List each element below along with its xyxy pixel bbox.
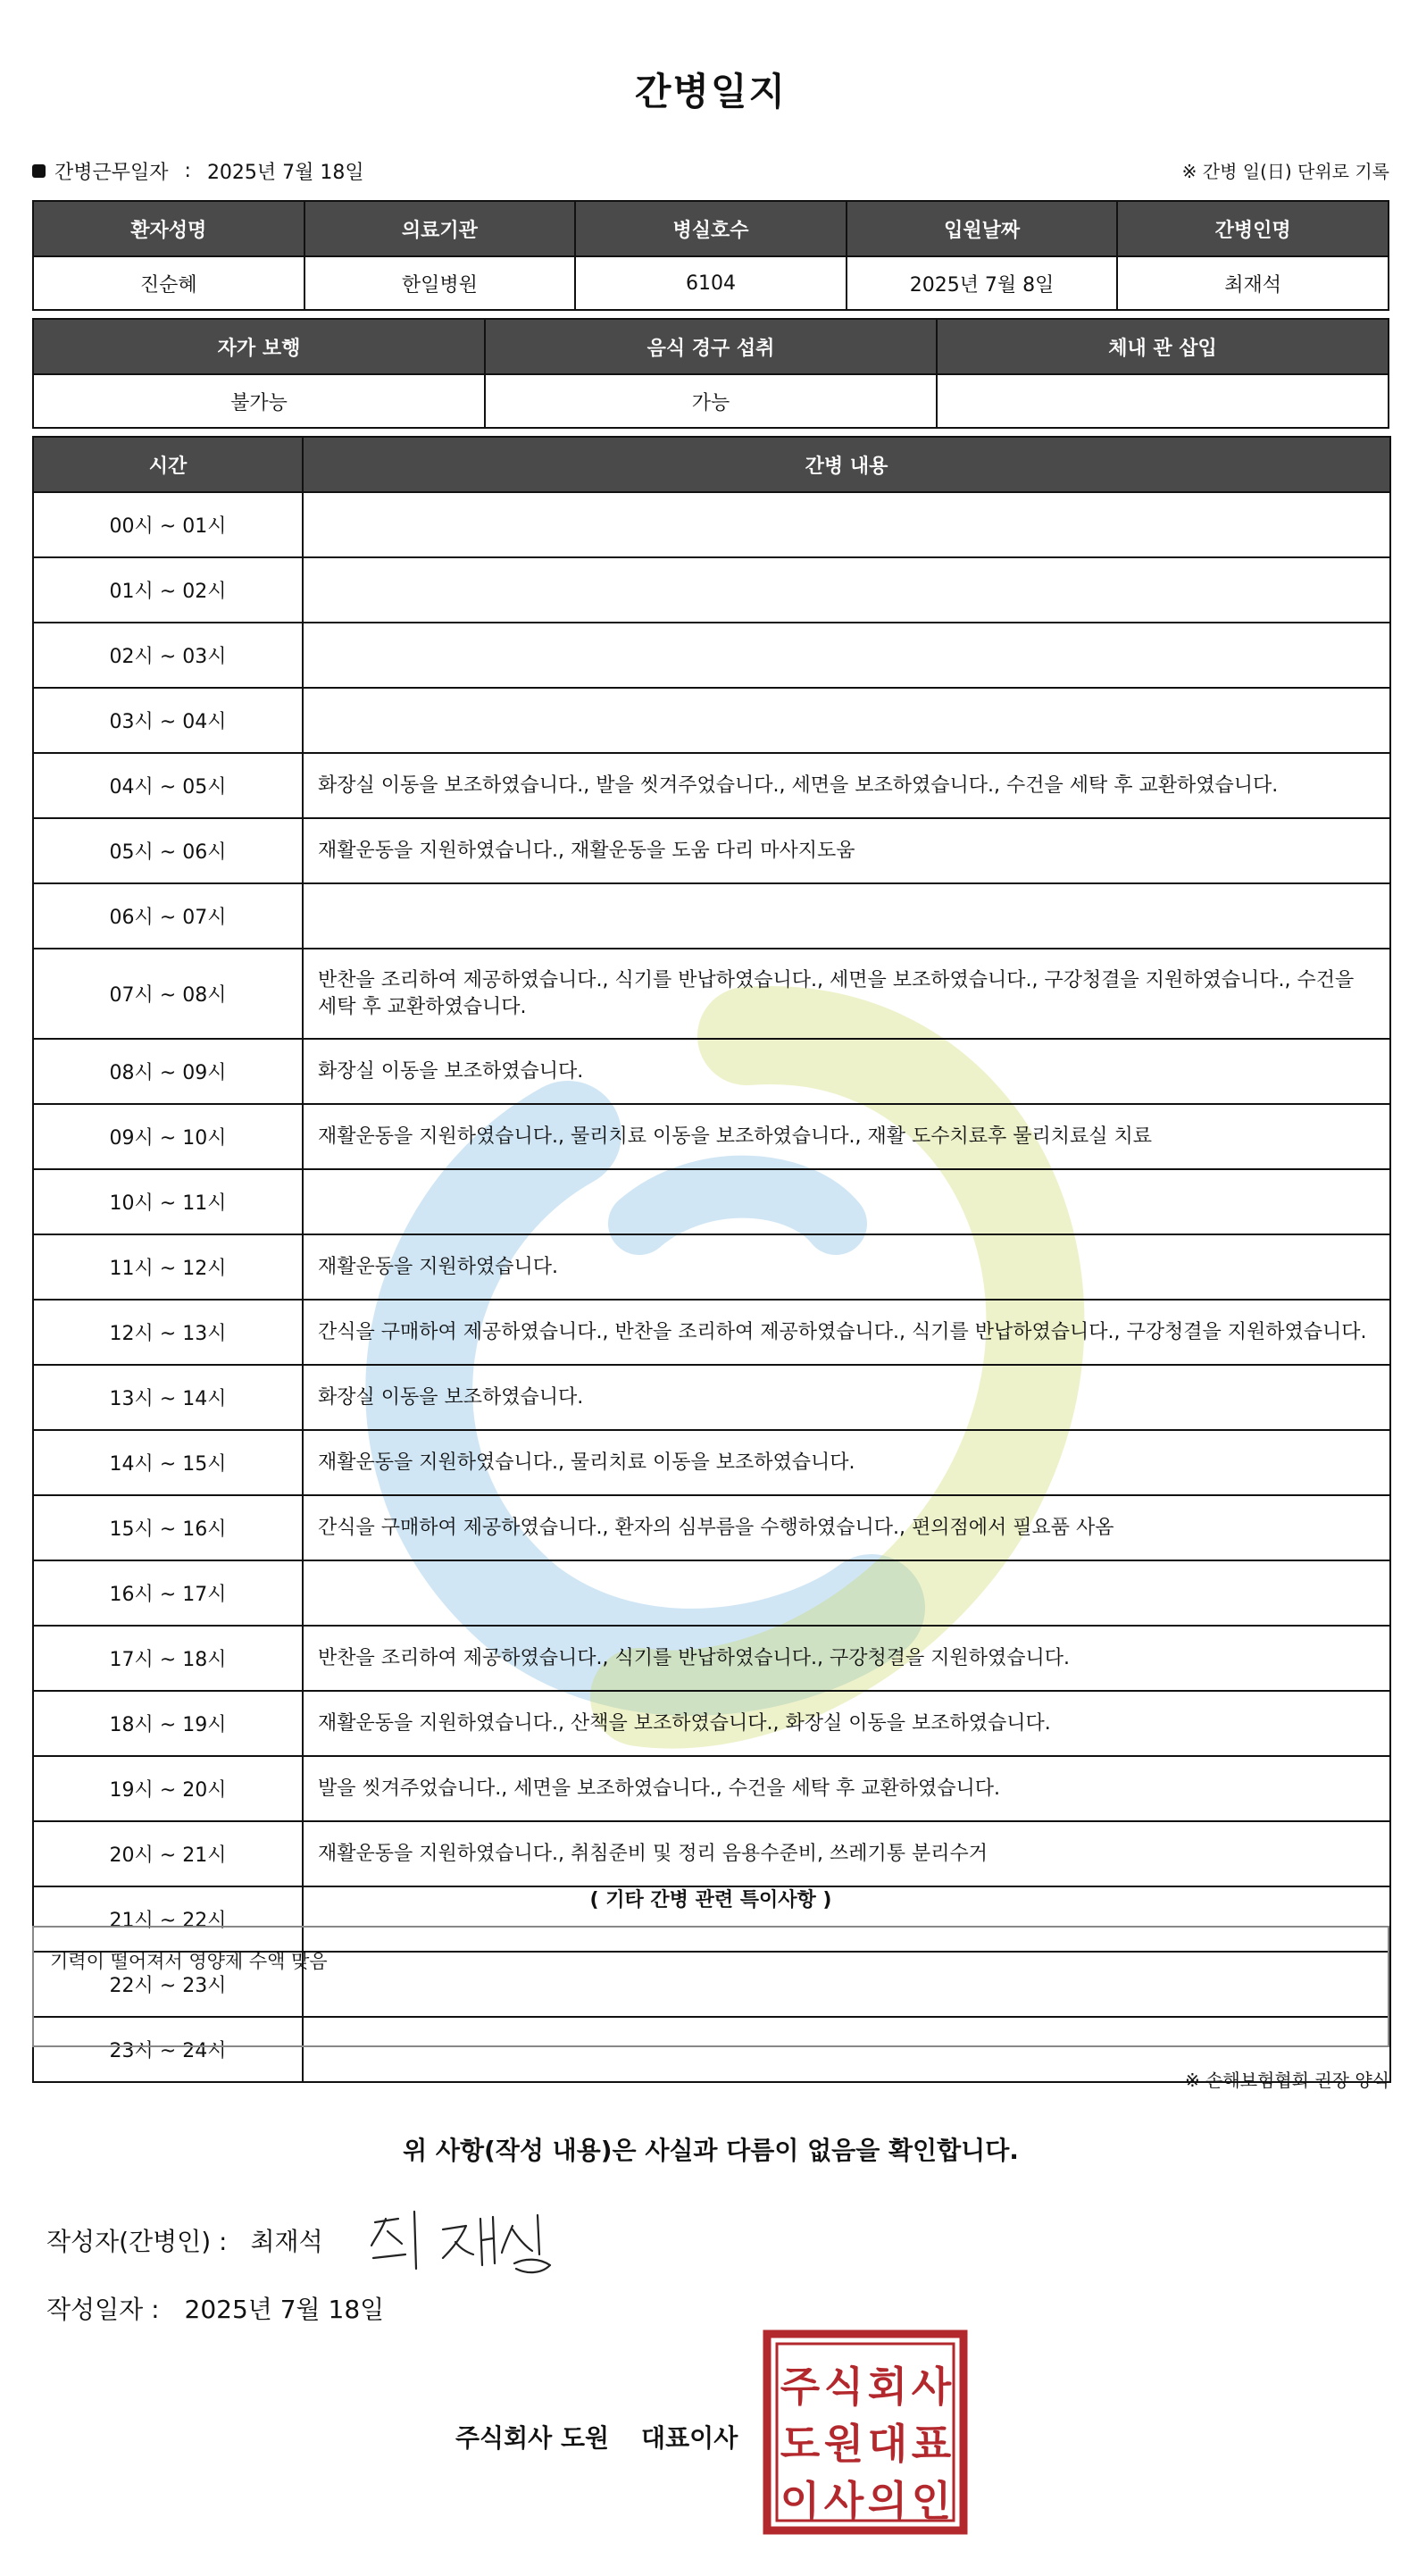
time-slot: 13시 ~ 14시: [33, 1365, 303, 1430]
header-time: 시간: [33, 437, 303, 492]
writer-name: 최재석: [250, 2227, 323, 2256]
time-slot: 08시 ~ 09시: [33, 1039, 303, 1104]
time-slot: 01시 ~ 02시: [33, 557, 303, 623]
header-hospital: 의료기관: [304, 201, 576, 256]
header-room: 병실호수: [575, 201, 847, 256]
care-log-row: [33, 949, 1390, 1039]
work-date: [32, 157, 364, 185]
care-log-row: [33, 1104, 1390, 1169]
patient-name: 진순혜: [33, 256, 304, 310]
time-slot: 22시 ~ 23시: [33, 1952, 303, 2017]
time-slot: 02시 ~ 03시: [33, 623, 303, 688]
admission-date: 2025년 7월 8일: [847, 256, 1118, 310]
care-log-row: [33, 688, 1390, 753]
handwritten-signature: [363, 2199, 577, 2279]
time-slot: 09시 ~ 10시: [33, 1104, 303, 1169]
care-content: 간식을 구매하여 제공하였습니다., 반찬을 조리하여 제공하였습니다., 식기를 반납하였습니다., 구강청결을 지원하였습니다.: [303, 1300, 1390, 1365]
care-log-row: [33, 1234, 1390, 1300]
care-log-row: [33, 1821, 1390, 1886]
time-slot: 19시 ~ 20시: [33, 1756, 303, 1821]
time-slot: 18시 ~ 19시: [33, 1691, 303, 1756]
writer-label: 작성자(간병인) :: [46, 2227, 228, 2256]
care-log-row: [33, 1756, 1390, 1821]
care-content: 반찬을 조리하여 제공하였습니다., 식기를 반납하였습니다., 구강청결을 지원하였습니다.: [303, 1626, 1390, 1691]
care-content: 재활운동을 지원하였습니다., 재활운동을 도움 다리 마사지도움: [303, 818, 1390, 883]
header-tube-insertion: 체내 관 삽입: [937, 319, 1389, 374]
self-walking-value: 불가능: [33, 374, 485, 428]
association-note: ※ 손해보험협회 권장 양식: [1184, 2070, 1389, 2091]
care-content: 재활운동을 지원하였습니다., 물리치료 이동을 보조하였습니다.: [303, 1430, 1390, 1495]
patient-info-table: [32, 200, 1389, 311]
care-log-row: [33, 1626, 1390, 1691]
care-content: [303, 492, 1390, 557]
time-slot: 20시 ~ 21시: [33, 1821, 303, 1886]
header-care-content: 간병 내용: [303, 437, 1390, 492]
care-log-table: [32, 436, 1391, 2083]
time-slot: 16시 ~ 17시: [33, 1560, 303, 1626]
seal-character: 의: [867, 2477, 908, 2525]
care-log-row: [33, 557, 1390, 623]
work-date-separator: :: [184, 160, 191, 182]
care-content: 재활운동을 지원하였습니다., 물리치료 이동을 보조하였습니다., 재활 도수치료후 물리치료실 치료: [303, 1104, 1390, 1169]
care-log-row: [33, 1300, 1390, 1365]
other-notes-text: 기력이 떨어져서 영양제 수액 맞음: [50, 1951, 328, 1972]
time-slot: 07시 ~ 08시: [33, 949, 303, 1039]
bullet-icon: [32, 164, 46, 178]
header-self-walking: 자가 보행: [33, 319, 485, 374]
confirmation-statement: 위 사항(작성 내용)은 사실과 다름이 없음을 확인합니다.: [403, 2136, 1019, 2165]
other-notes-title: ( 기타 간병 관련 특이사항 ): [589, 1889, 832, 1911]
care-content: 발을 씻겨주었습니다., 세면을 보조하였습니다., 수건을 세탁 후 교환하였습니다.: [303, 1756, 1390, 1821]
time-slot: 14시 ~ 15시: [33, 1430, 303, 1495]
care-log-row: [33, 1365, 1390, 1430]
time-slot: 10시 ~ 11시: [33, 1169, 303, 1234]
seal-character: 사: [823, 2477, 864, 2525]
unit-note: ※ 간병 일(日) 단위로 기록: [1181, 161, 1389, 182]
work-date-value: 2025년 7월 18일: [206, 162, 364, 184]
seal-character: 식: [823, 2363, 864, 2411]
write-date-label: 작성일자 :: [46, 2295, 160, 2324]
care-content: 반찬을 조리하여 제공하였습니다., 식기를 반납하였습니다., 세면을 보조하였습니다., 구강청결을 지원하였습니다., 수건을 세탁 후 교환하였습니다.: [303, 949, 1390, 1039]
seal-character: 대: [867, 2420, 908, 2468]
care-content: 재활운동을 지원하였습니다., 취침준비 및 정리 음용수준비, 쓰레기통 분리수거: [303, 1821, 1390, 1886]
care-log-row: [33, 1039, 1390, 1104]
care-log-row: [33, 1691, 1390, 1756]
care-content: 화장실 이동을 보조하였습니다., 발을 씻겨주었습니다., 세면을 보조하였습니다., 수건을 세탁 후 교환하였습니다.: [303, 753, 1390, 818]
seal-character: 표: [911, 2420, 952, 2468]
care-content: [303, 557, 1390, 623]
time-slot: 17시 ~ 18시: [33, 1626, 303, 1691]
care-content: 간식을 구매하여 제공하였습니다., 환자의 심부름을 수행하였습니다., 편의점에서 필요품 사옴: [303, 1495, 1390, 1560]
time-slot: 03시 ~ 04시: [33, 688, 303, 753]
care-log-row: [33, 1430, 1390, 1495]
care-content: 화장실 이동을 보조하였습니다.: [303, 1039, 1390, 1104]
care-log-row: [33, 623, 1390, 688]
other-notes-box: [32, 1926, 1389, 2047]
patient-status-table: [32, 318, 1389, 429]
seal-character: 이: [780, 2477, 821, 2525]
write-date-line: [46, 2290, 384, 2326]
care-content: [303, 883, 1390, 949]
time-slot: 04시 ~ 05시: [33, 753, 303, 818]
care-log-row: [33, 883, 1390, 949]
seal-character: 사: [911, 2363, 952, 2411]
company-line: [455, 2419, 738, 2455]
care-content: [303, 1560, 1390, 1626]
care-content: 재활운동을 지원하였습니다., 산책을 보조하였습니다., 화장실 이동을 보조하였습니다.: [303, 1691, 1390, 1756]
care-log-row: [33, 1495, 1390, 1560]
company-name: 주식회사 도원: [455, 2423, 610, 2453]
oral-intake-value: 가능: [485, 374, 937, 428]
time-slot: 05시 ~ 06시: [33, 818, 303, 883]
care-log-row: [33, 818, 1390, 883]
time-slot: 06시 ~ 07시: [33, 883, 303, 949]
care-log-row: [33, 492, 1390, 557]
care-content: 재활운동을 지원하였습니다.: [303, 1234, 1390, 1300]
care-content: [303, 688, 1390, 753]
room-number: 6104: [575, 256, 847, 310]
document-title: 간병일지: [634, 70, 788, 113]
care-log-row: [33, 1169, 1390, 1234]
care-content: [303, 1169, 1390, 1234]
writer-line: [46, 2222, 323, 2258]
header-admission-date: 입원날짜: [847, 201, 1118, 256]
work-date-label: 간병근무일자: [54, 162, 169, 184]
time-slot: 11시 ~ 12시: [33, 1234, 303, 1300]
time-slot: 12시 ~ 13시: [33, 1300, 303, 1365]
tube-insertion-value: [937, 374, 1389, 428]
caregiver-name: 최재석: [1117, 256, 1389, 310]
care-content: 화장실 이동을 보조하였습니다.: [303, 1365, 1390, 1430]
hospital-name: 한일병원: [304, 256, 576, 310]
care-content: [303, 623, 1390, 688]
write-date-value: 2025년 7월 18일: [184, 2295, 385, 2324]
seal-character: 원: [823, 2420, 864, 2468]
time-slot: 23시 ~ 24시: [33, 2017, 303, 2082]
company-seal: [763, 2329, 968, 2535]
header-caregiver: 간병인명: [1117, 201, 1389, 256]
time-slot: 00시 ~ 01시: [33, 492, 303, 557]
care-log-row: [33, 753, 1390, 818]
seal-character: 주: [780, 2363, 821, 2411]
seal-character: 도: [780, 2420, 821, 2468]
care-log-row: [33, 1560, 1390, 1626]
header-oral-intake: 음식 경구 섭취: [485, 319, 937, 374]
seal-character: 회: [867, 2363, 908, 2411]
seal-character: 인: [911, 2477, 952, 2525]
company-title: 대표이사: [641, 2423, 738, 2453]
time-slot: 15시 ~ 16시: [33, 1495, 303, 1560]
time-slot: 21시 ~ 22시: [33, 1886, 303, 1952]
header-patient-name: 환자성명: [33, 201, 304, 256]
